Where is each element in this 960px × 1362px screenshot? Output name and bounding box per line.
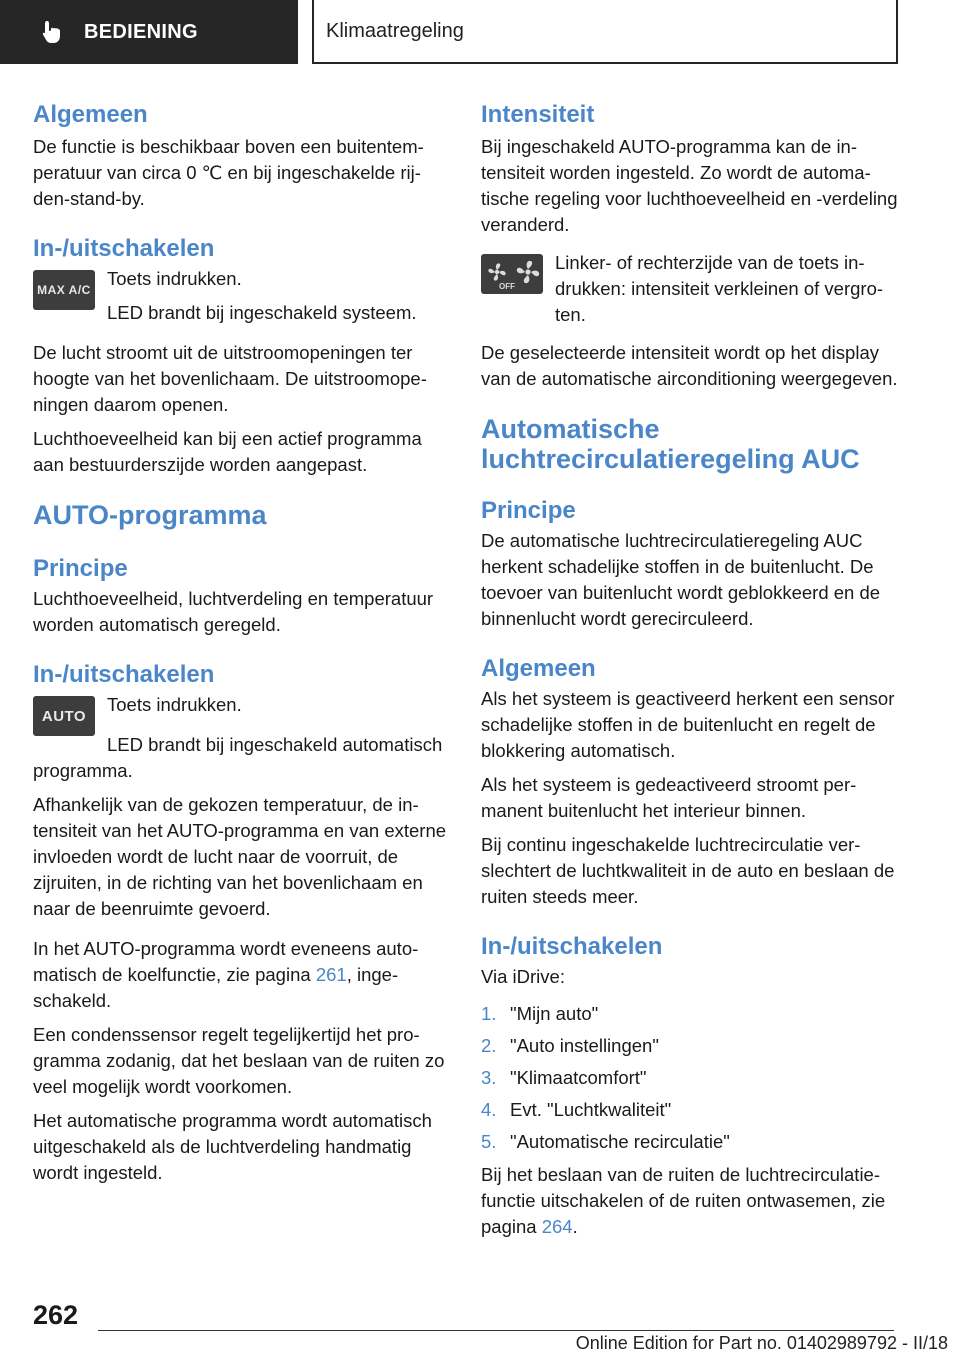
paragraph: De lucht stroomt uit de uitstroomopeningen ter hoogte van het bovenlichaam. De uitstroomopeningen daarom openen. [33, 342, 427, 415]
list-item: 5. "Automatische recirculatie" [481, 1131, 730, 1152]
right-column [481, 100, 899, 1240]
paragraph: Toets indrukken. [107, 268, 242, 289]
paragraph: LED brandt bij ingeschakeld systeem. [107, 302, 417, 323]
paragraph: Via iDrive: [481, 966, 565, 987]
list-item: 2. "Auto instellingen" [481, 1035, 659, 1056]
max-ac-button-icon: MAX A/C [33, 270, 95, 310]
heading-intensiteit: Intensiteit [481, 101, 595, 128]
heading-auto-programma: AUTO-programma [33, 500, 267, 530]
paragraph: Afhankelijk van de gekozen temperatuur, de intensiteit van het AUTO-programma en van externe invloeden wordt de lucht naar de voorruit, de zijruiten, in de richting van het bovenlichaam en naar de beenruimte gevoerd. [33, 794, 447, 919]
heading-auc: Automatische luchtrecirculatieregeling AUC [481, 414, 860, 474]
section-tab [0, 0, 298, 64]
list-item: 3. "Klimaatcomfort" [481, 1067, 647, 1088]
heading-principe: Principe [481, 497, 576, 524]
paragraph: De automatische luchtrecirculatieregeling AUC herkent schadelijke stoffen in de buitenlucht. De toevoer van buitenlucht wordt geblokkeerd en de binnenlucht wordt gerecirculeerd. [481, 530, 881, 629]
off-label: OFF [499, 282, 515, 291]
paragraph: Luchthoeveelheid kan bij een actief programma aan bestuurderszijde worden aangepast. [33, 428, 422, 475]
paragraph: Als het systeem is gedeactiveerd stroomt permanent buitenlucht het interieur binnen. [481, 774, 857, 821]
page-link-264[interactable]: 264 [541, 1216, 573, 1237]
page-link-261[interactable]: 261 [315, 964, 347, 985]
section-title: BEDIENING [84, 20, 198, 43]
footer-divider [98, 1330, 894, 1331]
button-instruction [33, 266, 451, 326]
hand-pointer-icon [40, 19, 64, 45]
page-number: 262 [33, 1300, 79, 1330]
step-list [481, 998, 899, 1158]
paragraph: Linker- of rechterzijde van de toets indrukken: intensiteit verkleinen of vergroten. [555, 252, 884, 325]
paragraph: Luchthoeveelheid, luchtverdeling en temperatuur worden automatisch geregeld. [33, 588, 434, 635]
fan-intensity-button-icon [481, 254, 543, 294]
chapter-tab [312, 0, 898, 64]
paragraph: Bij continu ingeschakelde luchtrecirculatie verslechtert de luchtkwaliteit in de auto en beslaan de ruiten steeds meer. [481, 834, 895, 907]
page-header [0, 0, 960, 66]
button-instruction [481, 250, 899, 328]
heading-algemeen: Algemeen [481, 655, 596, 682]
heading-in-uitschakelen: In-/uitschakelen [33, 661, 215, 688]
paragraph: LED brandt bij ingeschakeld automatisch programma. [33, 734, 443, 781]
edition-note: Online Edition for Part no. 01402989792 - II/18 [575, 1333, 948, 1353]
paragraph: Bij ingeschakeld AUTO-programma kan de intensiteit worden ingesteld. Zo wordt de automatische regeling voor luchthoeveelheid en -verdeling veranderd. [481, 136, 898, 235]
list-item: 1. "Mijn auto" [481, 1003, 599, 1024]
heading-algemeen: Algemeen [33, 101, 148, 128]
auto-button-icon: AUTO [33, 696, 95, 736]
left-column [33, 100, 451, 1186]
heading-in-uitschakelen: In-/uitschakelen [33, 235, 215, 262]
paragraph: De geselecteerde intensiteit wordt op het display van de automatische airconditioning weergegeven. [481, 342, 898, 389]
paragraph: De functie is beschikbaar boven een buitentemperatuur van circa 0 ℃ en bij ingeschakelde rijden-stand-by. [33, 136, 424, 209]
button-instruction [33, 692, 451, 736]
chapter-title: Klimaatregeling [326, 19, 464, 42]
paragraph: Het automatische programma wordt automatisch uitgeschakeld als de luchtverdeling handmatig wordt ingesteld. [33, 1110, 432, 1183]
heading-principe: Principe [33, 555, 128, 582]
list-item: 4. Evt. "Luchtkwaliteit" [481, 1099, 672, 1120]
page-footer [0, 1290, 960, 1362]
heading-in-uitschakelen: In-/uitschakelen [481, 933, 663, 960]
paragraph: Toets indrukken. [107, 694, 242, 715]
paragraph: Een condenssensor regelt tegelijkertijd het programma zodanig, dat het beslaan van de ruiten zo veel mogelijk wordt voorkomen. [33, 1024, 445, 1097]
paragraph: Als het systeem is geactiveerd herkent een sensor schadelijke stoffen in de buitenlucht en regelt de blokkering automatisch. [481, 688, 895, 761]
paragraph: Bij het beslaan van de ruiten de luchtrecirculatiefunctie uitschakelen of de ruiten ontwasemen, zie pagina 264. [481, 1164, 886, 1237]
paragraph: In het AUTO-programma wordt eveneens automatisch de koelfunctie, zie pagina 261, ingeschakeld. [33, 938, 419, 1011]
